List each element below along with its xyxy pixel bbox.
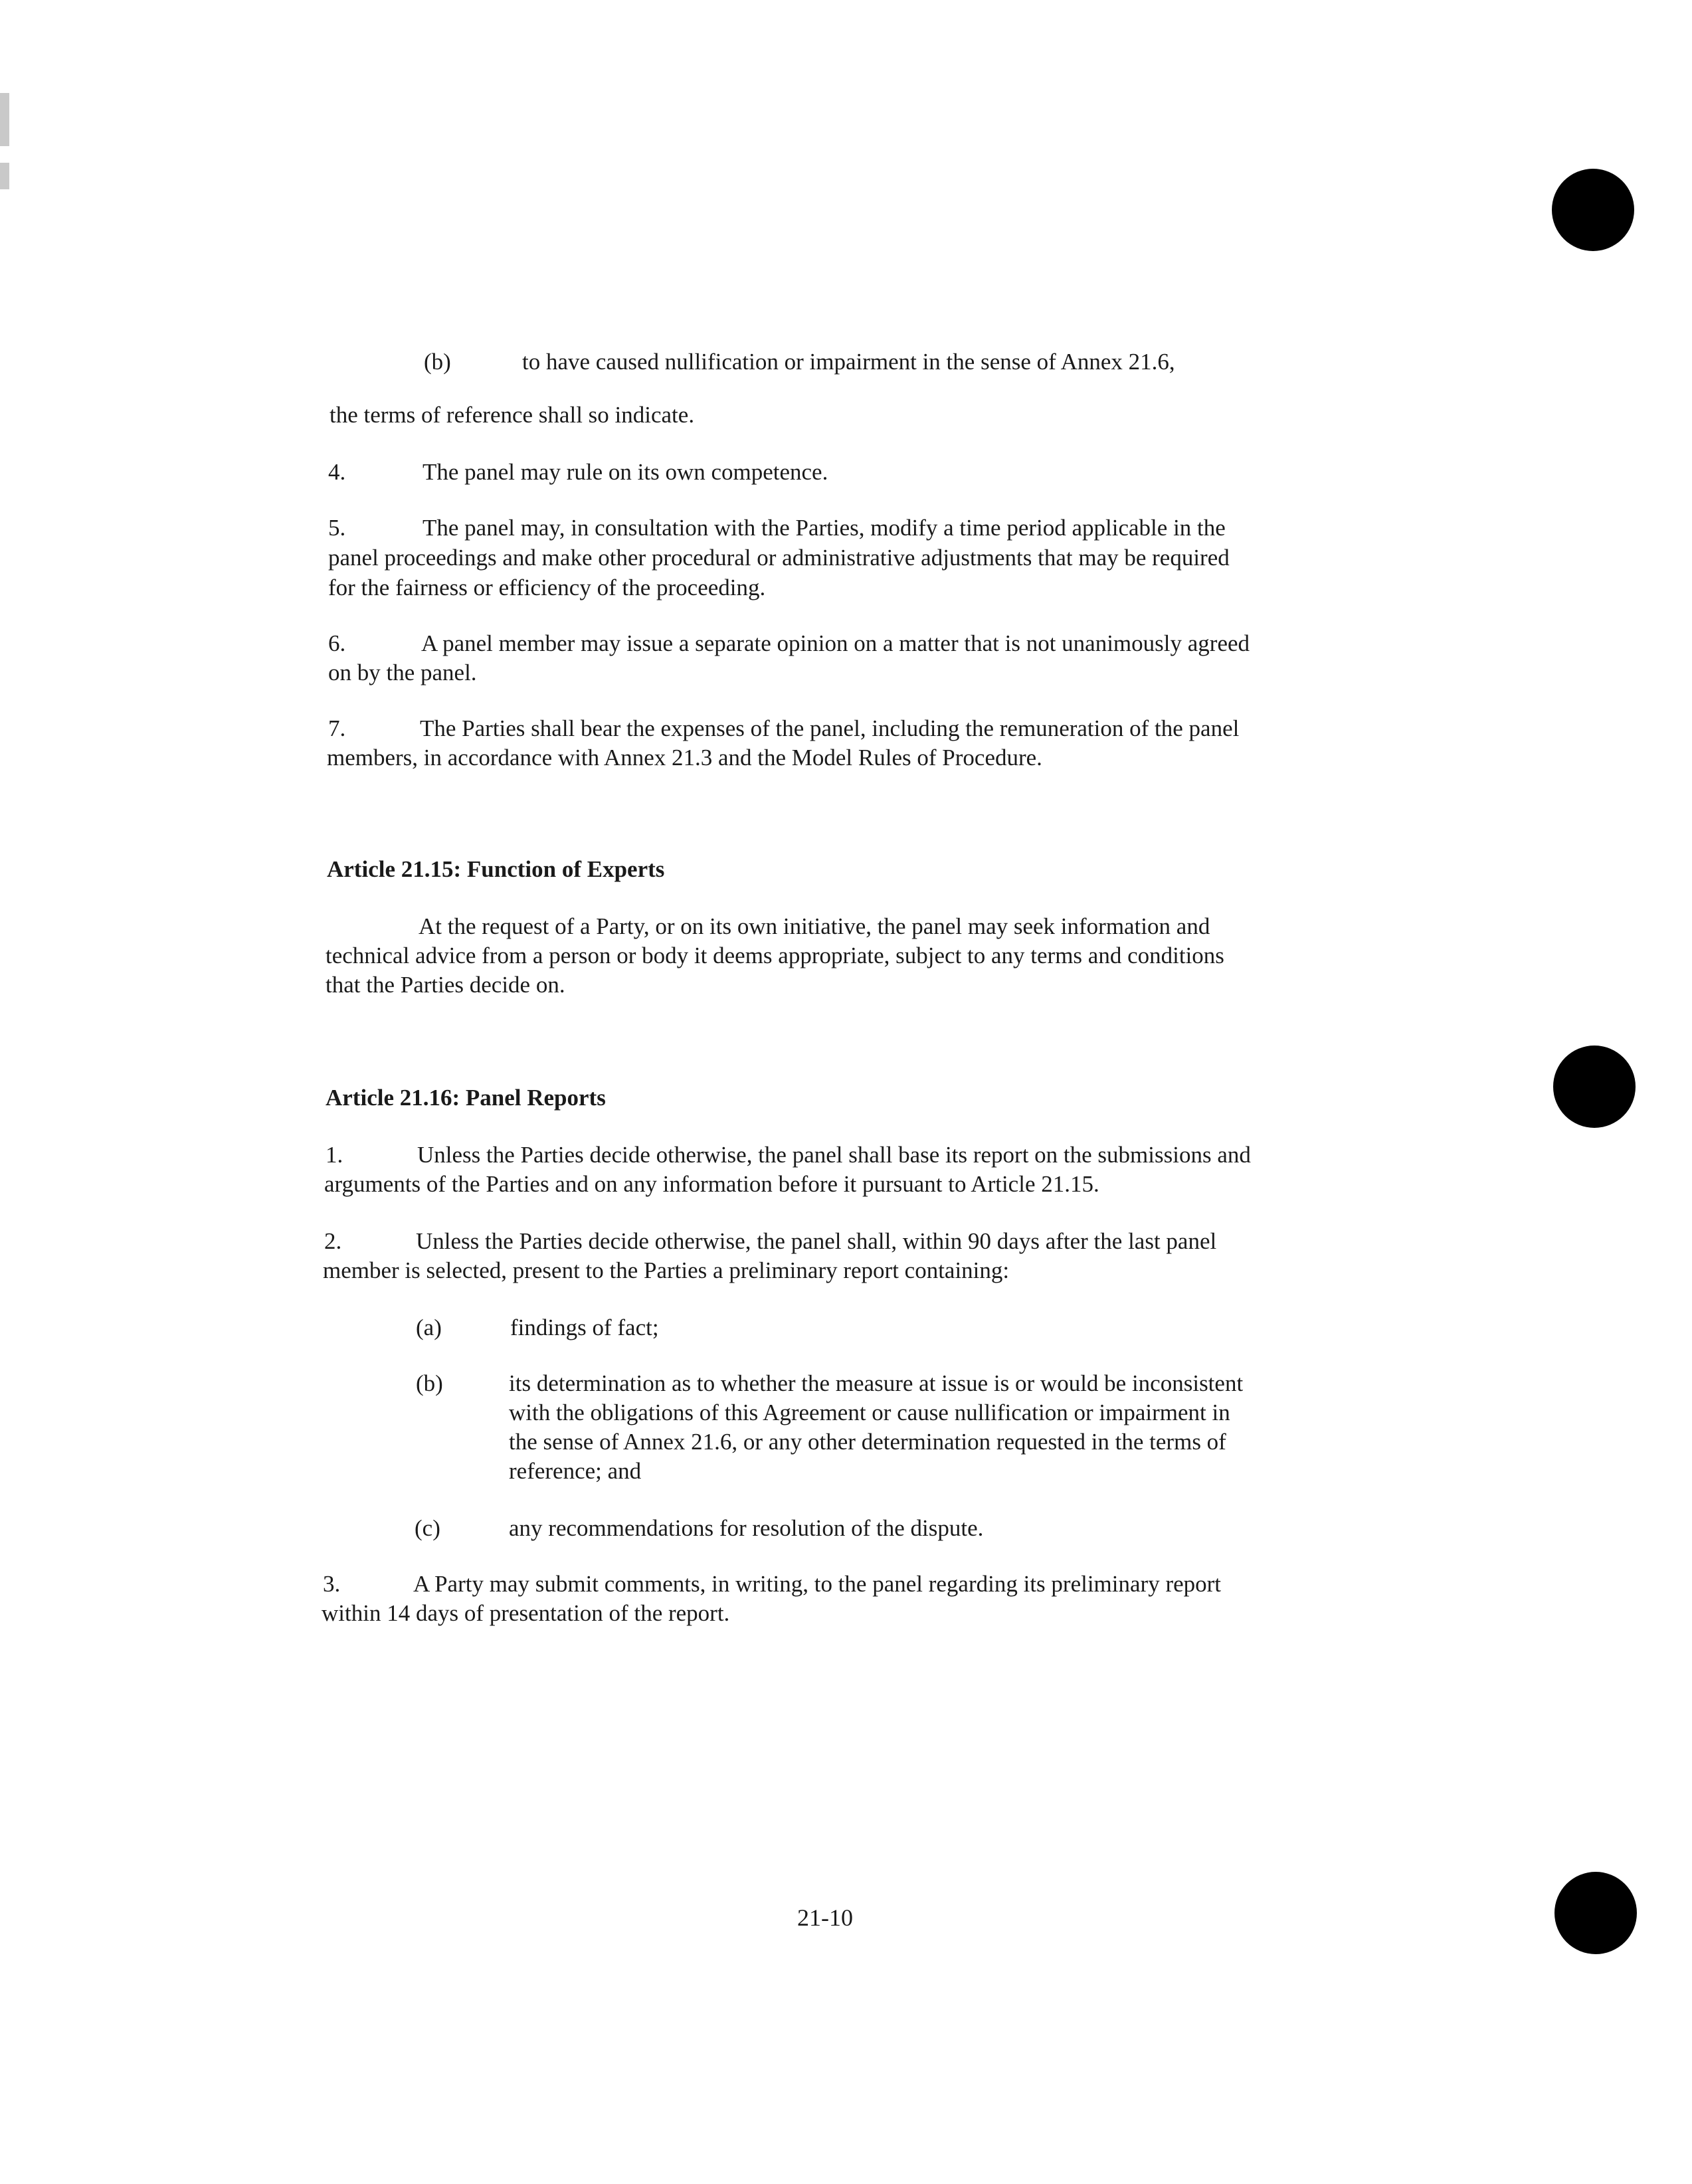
item-text: any recommendations for resolution of the dispute. bbox=[509, 1515, 984, 1541]
paragraph-text: within 14 days of presentation of the report. bbox=[322, 1600, 730, 1626]
item-text: findings of fact; bbox=[510, 1315, 659, 1340]
item-label: (a) bbox=[416, 1315, 442, 1340]
scan-edge-mark bbox=[0, 93, 9, 146]
punch-hole bbox=[1553, 1046, 1636, 1128]
paragraph-text: arguments of the Parties and on any information before it pursuant to Article 21.15. bbox=[324, 1171, 1099, 1197]
paragraph-text: that the Parties decide on. bbox=[326, 972, 565, 998]
item-text: its determination as to whether the measure at issue is or would be inconsistent bbox=[509, 1370, 1244, 1396]
item-text: the sense of Annex 21.6, or any other determination requested in the terms of bbox=[509, 1429, 1226, 1455]
paragraph-number: 4. bbox=[328, 459, 346, 485]
paragraph-text: The panel may rule on its own competence. bbox=[423, 459, 828, 485]
scan-edge-mark bbox=[0, 163, 9, 189]
paragraph-number: 1. bbox=[326, 1142, 343, 1168]
paragraph-text: members, in accordance with Annex 21.3 and the Model Rules of Procedure. bbox=[327, 745, 1042, 771]
item-text: to have caused nullification or impairment in the sense of Annex 21.6, bbox=[522, 349, 1175, 375]
paragraph-number: 5. bbox=[328, 515, 346, 541]
paragraph-number: 6. bbox=[328, 630, 346, 656]
paragraph-text: The Parties shall bear the expenses of the panel, including the remuneration of the panel bbox=[420, 715, 1240, 741]
paragraph-text: panel proceedings and make other procedural or administrative adjustments that may be required bbox=[328, 545, 1230, 571]
paragraph-text: Unless the Parties decide otherwise, the panel shall, within 90 days after the last panel bbox=[416, 1228, 1217, 1254]
item-text: reference; and bbox=[509, 1458, 642, 1484]
paragraph-text: Unless the Parties decide otherwise, the panel shall base its report on the submissions and bbox=[417, 1142, 1251, 1168]
paragraph-text: technical advice from a person or body it deems appropriate, subject to any terms and conditions bbox=[326, 943, 1224, 968]
item-label: (b) bbox=[424, 349, 451, 375]
item-label: (c) bbox=[415, 1515, 440, 1541]
body-text: the terms of reference shall so indicate. bbox=[329, 402, 695, 428]
paragraph-text: member is selected, present to the Parties a preliminary report containing: bbox=[323, 1257, 1010, 1283]
paragraph-text: A Party may submit comments, in writing, to the panel regarding its preliminary report bbox=[413, 1571, 1222, 1597]
paragraph-text: At the request of a Party, or on its own initiative, the panel may seek information and bbox=[419, 913, 1210, 939]
punch-hole bbox=[1552, 169, 1634, 251]
article-heading: Article 21.15: Function of Experts bbox=[327, 856, 665, 882]
punch-hole bbox=[1554, 1872, 1637, 1954]
paragraph-text: The panel may, in consultation with the Parties, modify a time period applicable in the bbox=[423, 515, 1226, 541]
paragraph-text: on by the panel. bbox=[328, 660, 477, 685]
paragraph-number: 7. bbox=[328, 715, 346, 741]
page-number: 21-10 bbox=[797, 1904, 853, 1931]
paragraph-number: 3. bbox=[323, 1571, 341, 1597]
article-heading: Article 21.16: Panel Reports bbox=[326, 1085, 606, 1111]
paragraph-text: A panel member may issue a separate opinion on a matter that is not unanimously agreed bbox=[421, 630, 1250, 656]
item-label: (b) bbox=[416, 1370, 443, 1396]
paragraph-text: for the fairness or efficiency of the proceeding. bbox=[328, 575, 766, 600]
item-text: with the obligations of this Agreement or cause nullification or impairment in bbox=[509, 1400, 1230, 1425]
paragraph-number: 2. bbox=[324, 1228, 342, 1254]
